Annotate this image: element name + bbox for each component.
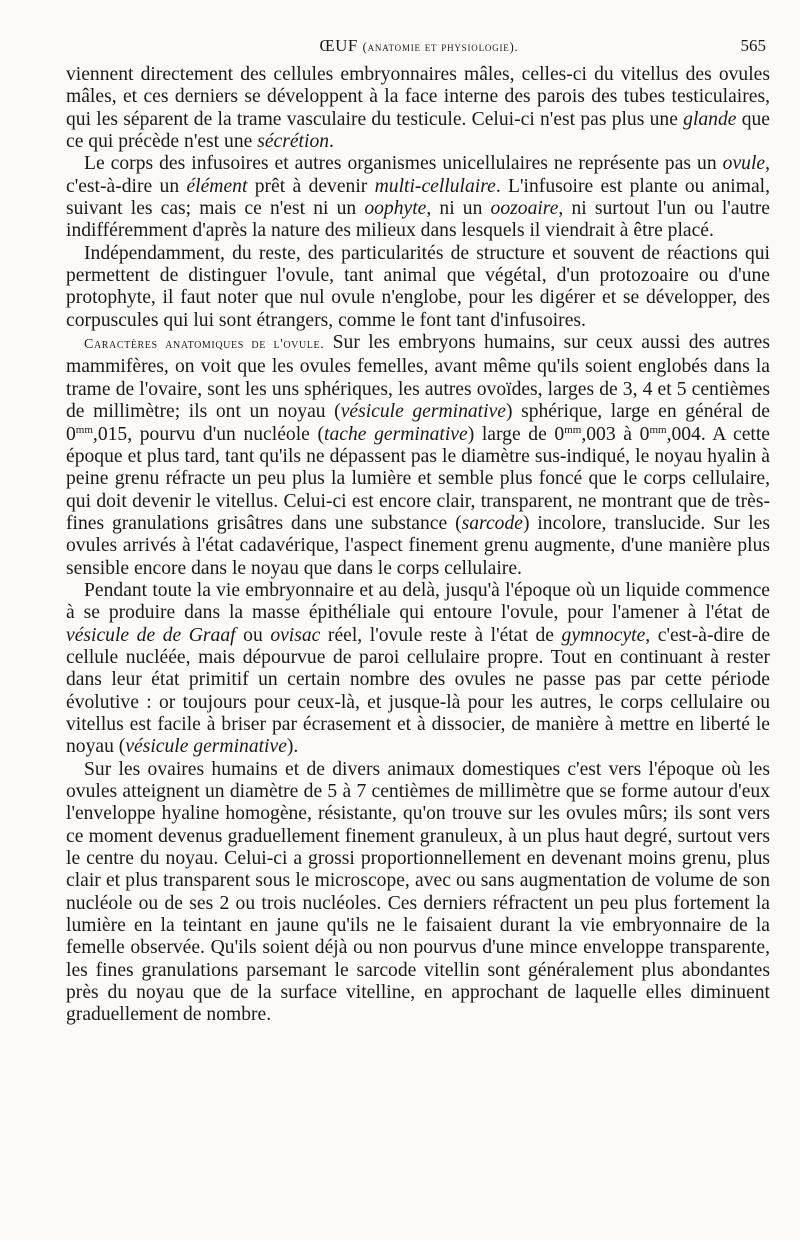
text-run: prêt à devenir [247,175,375,197]
italic-term: tache germinative [324,423,468,445]
unit-superscript: mm [564,423,582,436]
italic-term: ovule [722,153,766,175]
section-heading: Caractères anatomiques de l'ovule. [84,337,325,353]
text-run: Indépendamment, du reste, des particularités de structure et souvent de réactions qui permettent de distinguer l'ovule, tant animal que végétal, d'un protozoaire ou d'une protophyte, il faut noter que nul ovule n'englobe, pour les digérer et se développer, des corpuscules qui lui sont étrangers, comme le font tant d'infusoires. [66,242,770,331]
text-run: ,004. A cette époque et plus tard, tant qu'ils ne dépassent pas le diamètre sus-indiqué, le noyau hyalin à peine grenu réfracte un peu plus la lumière et semble plus foncé que le corps cellulaire, qui doit devenir le vitellus. Celui-ci est encore clair, transparent, ne montrant que de très-fines granulations grisâtres dans une substance ( [66,423,770,534]
text-run: ,015, pourvu d'un nucléole ( [92,423,325,445]
text-run: . L'infusoire est plante ou animal, suivant les cas; mais ce n'est ni un [66,175,770,220]
text-run: Le corps des infusoires et autres organismes unicellulaires ne représente pas un [84,153,723,175]
italic-term: sarcode [461,512,523,534]
unit-superscript: mm [75,423,93,436]
text-run: Sur les ovaires humains et de divers animaux domestiques c'est vers l'époque où les ovules atteignent un diamètre de 5 à 7 centièmes de millimètre que se forme autour d'eux l'enveloppe hyaline homogène, résistante, qu'on trouve sur les ovules mûrs; ils sont vers ce moment devenus graduellement finement granuleux, à un plus haut degré, surtout vers le centre du noyau. Celui-ci a grossi proportionnellement en devenant moins grenu, plus clair et plus transparent sous le microscope, avec ou sans augmentation de volume de son nucléole ou de ses 2 ou trois nucléoles. Ces derniers réfractent un peu plus fortement la lumière en la teintant en jaune qu'ils ne le faisaient durant la vie embryonnaire de la femelle observée. Qu'ils soient déjà ou non pourvus d'une mince enveloppe transparente, les fines granulations parsemant le sarcode vitellin sont généralement plus abondantes près du noyau que de la surface vitelline, en approchant de laquelle elles diminuent graduellement de nombre. [66,758,770,1026]
text-run: viennent directement des cellules embryonnaires mâles, celles-ci du vitellus des ovules mâles, et ces derniers se développent à la face interne des parois des tubes testiculaires, qui les séparent de la trame vasculaire du testicule. Celui-ci n'est pas plus une [66,64,770,130]
text-run: ) sphérique, large en général de 0 [66,401,770,445]
text-run: ,003 à 0 [581,423,650,445]
text-run: ou [235,624,271,646]
paragraph [66,580,770,759]
text-run: ) incolore, translucide. Sur les ovules arrivés à l'état cadavérique, l'aspect finement grenu augmente, d'une manière plus sensible encore dans le noyau que dans le corps cellulaire. [66,512,770,579]
paragraph [66,243,770,332]
text-run: Pendant toute la vie embryonnaire et au delà, jusqu'à l'époque où un liquide commence à se produire dans la masse épithéliale qui entoure l'ovule, pour l'amener à l'état de [66,579,770,624]
italic-term: glande [683,108,737,130]
page-number: 565 [740,36,766,55]
text-run: , c'est-à-dire de cellule nucléée, mais dépourvue de paroi cellulaire propre. Tout en continuant à rester dans leur état primitif un certain nombre des ovules ne passe pas par cette période évolutive : or toujours pour ceux-là, et jusque-là pour les autres, le corps cellulaire ou vitellus est facile à briser par écrasement et à dissocier, de manière à mettre en liberté le noyau ( [66,624,771,758]
paragraph [66,332,770,580]
italic-term: sécrétion [257,131,330,153]
paragraph [66,64,770,153]
running-header [66,36,772,60]
text-run: que ce qui précède n'est une [66,108,770,153]
running-title [66,36,772,56]
italic-term: oophyte [364,198,427,220]
italic-term: ovisac [270,624,321,646]
text-run: ) large de 0 [467,423,565,445]
unit-superscript: mm [649,423,667,436]
italic-term: vésicule de de Graaf [66,624,236,646]
running-title-main: ŒUF [319,36,358,55]
italic-term: vésicule germinative [340,401,506,423]
text-run: , ni surtout l'un ou l'autre indifféremment d'après la nature des milieux dans lesquels il viendrait à être placé. [66,198,771,242]
text-run: Sur les embryons humains, sur ceux aussi des autres mammifères, on voit que les ovules femelles, avant même qu'ils soient englobés dans la trame de l'ovaire, sont les uns sphériques, les autres ovoïdes, larges de 3, 4 et 5 centièmes de millimètre; ils ont un noyau ( [66,332,770,423]
paragraph [66,759,770,1027]
italic-term: gymnocyte [561,624,646,646]
text-run: , c'est-à-dire un [66,153,770,197]
running-title-sub: (anatomie et physiologie). [362,40,519,54]
text-run: réel, l'ovule reste à l'état de [320,624,562,646]
text-run: . [329,131,334,153]
paragraph [66,153,770,242]
italic-term: multi-cellulaire [374,175,496,197]
text-run: , ni un [426,198,491,220]
italic-term: élément [186,175,248,197]
body-text [66,64,770,1027]
italic-term: vésicule germinative [125,736,287,758]
italic-term: oozoaire [490,198,559,220]
text-run: ). [286,736,299,758]
